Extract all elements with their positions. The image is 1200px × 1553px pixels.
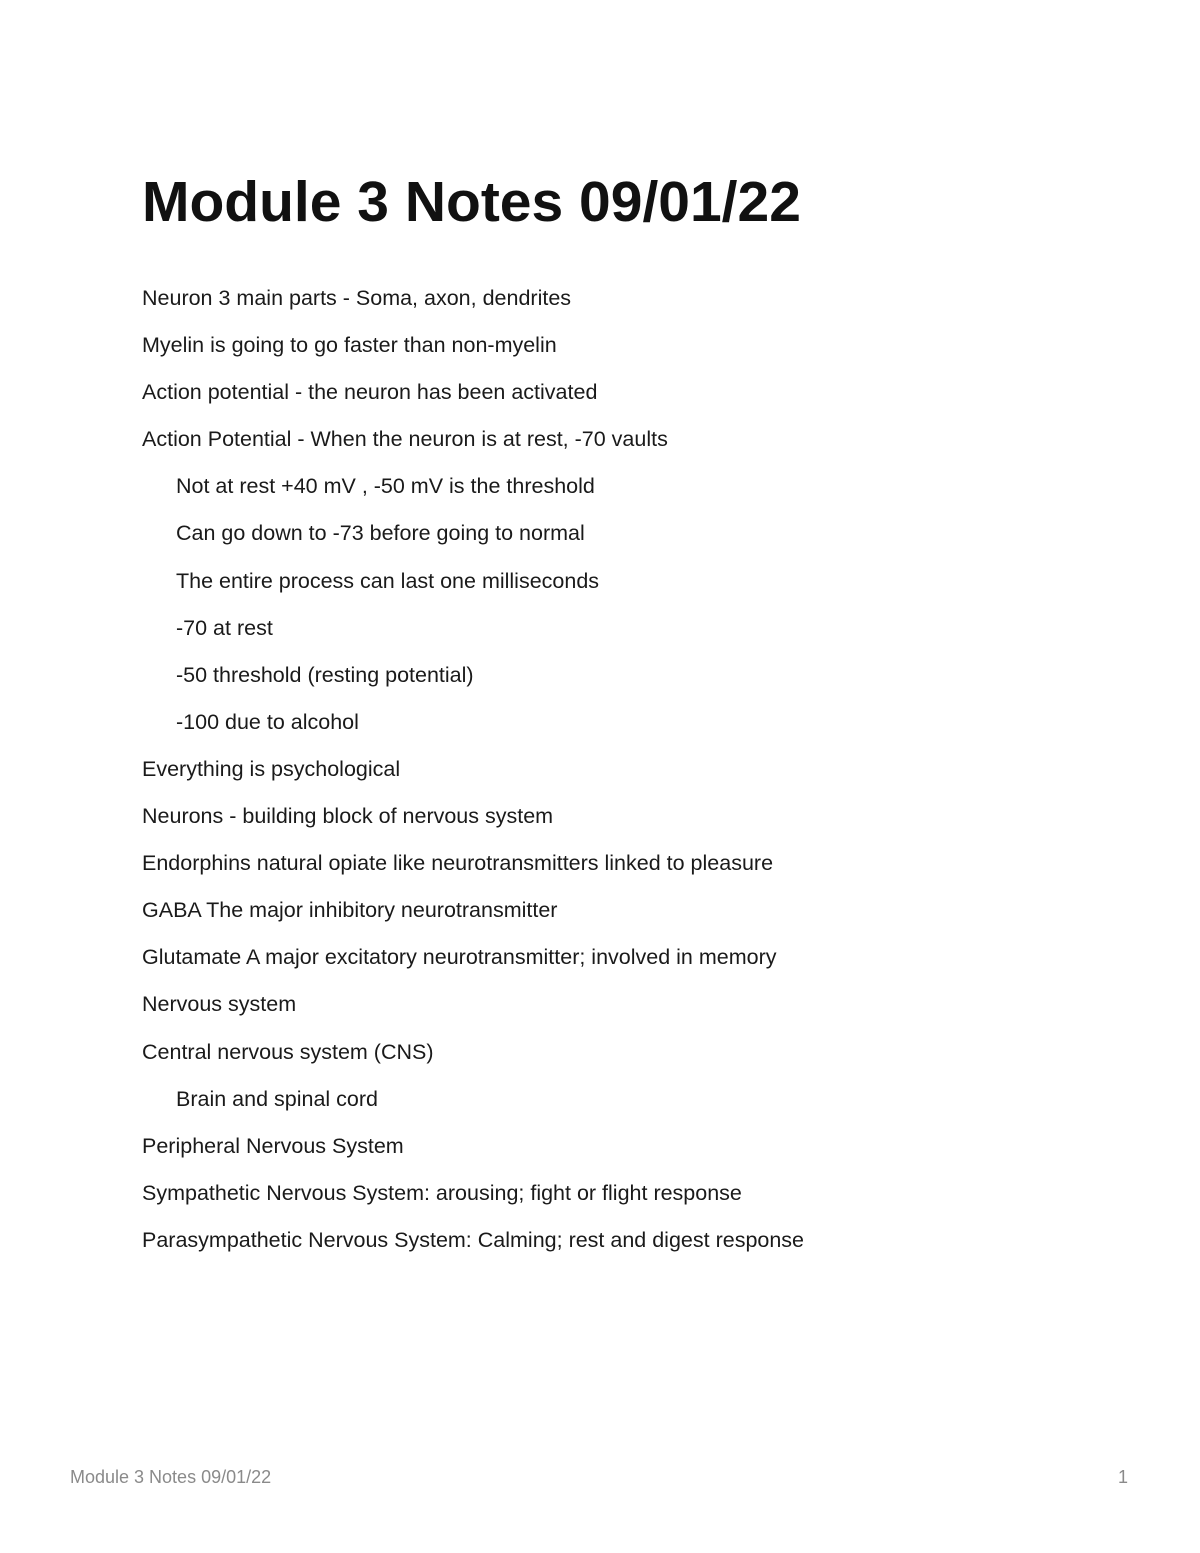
note-subline: The entire process can last one milliseconds bbox=[176, 568, 600, 593]
note-line: Central nervous system (CNS) bbox=[142, 1039, 434, 1064]
note-subline: Can go down to -73 before going to normal bbox=[176, 521, 585, 546]
note-subline: Not at rest +40 mV , -50 mV is the threshold bbox=[176, 474, 595, 499]
footer-title: Module 3 Notes 09/01/22 bbox=[70, 1467, 272, 1487]
note-line: Neurons - building block of nervous system bbox=[142, 804, 554, 829]
note-line: Nervous system bbox=[142, 992, 297, 1017]
note-line: Neuron 3 main parts - Soma, axon, dendrites bbox=[142, 286, 572, 310]
note-subline: -50 threshold (resting potential) bbox=[176, 662, 474, 687]
note-line: Peripheral Nervous System bbox=[142, 1133, 404, 1158]
note-line: GABA The major inhibitory neurotransmitter bbox=[142, 898, 558, 923]
note-line: Parasympathetic Nervous System: Calming; rest and digest response bbox=[142, 1227, 805, 1252]
note-line: Endorphins natural opiate like neurotransmitters linked to pleasure bbox=[142, 851, 774, 876]
note-line: Glutamate A major excitatory neurotransmitter; involved in memory bbox=[142, 945, 777, 970]
note-line: Action Potential - When the neuron is at rest, -70 vaults bbox=[142, 427, 668, 452]
note-line: Myelin is going to go faster than non-myelin bbox=[142, 333, 557, 358]
note-line: Everything is psychological bbox=[142, 756, 401, 781]
note-subline: -100 due to alcohol bbox=[176, 709, 359, 734]
notes-list bbox=[142, 284, 1142, 1273]
note-line: Action potential - the neuron has been activated bbox=[142, 380, 598, 405]
page-number: 1 bbox=[1117, 1467, 1128, 1487]
note-line: Sympathetic Nervous System: arousing; fight or flight response bbox=[142, 1180, 742, 1205]
note-subline: Brain and spinal cord bbox=[176, 1086, 378, 1111]
page-title: Module 3 Notes 09/01/22 bbox=[142, 170, 801, 234]
note-subline: -70 at rest bbox=[176, 615, 273, 640]
